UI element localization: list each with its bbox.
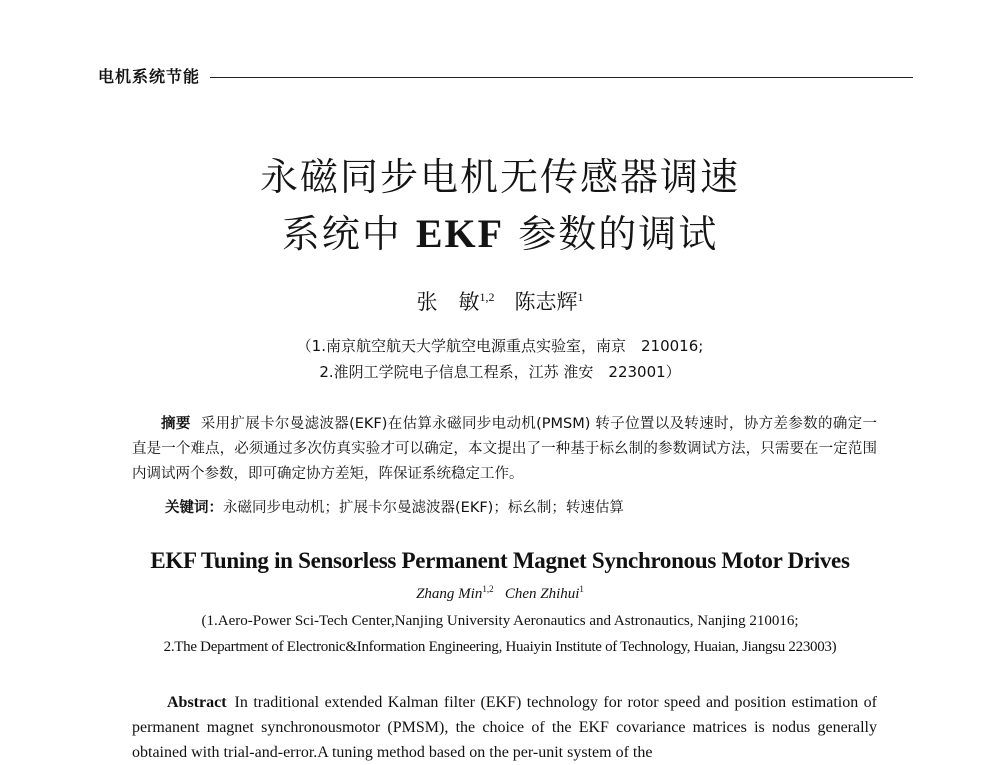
title-cn-ekf: EKF [415,211,505,256]
title-cn-line2-post: 参数的调试 [504,212,719,256]
title-cn-line2-pre: 系统中 [281,212,416,256]
affiliation-cn-1: （1.南京航空航天大学航空电源重点实验室，南京 210016; [296,337,704,355]
title-cn-line2 [0,210,1000,258]
keywords-cn-text: 永磁同步电动机；扩展卡尔曼滤波器(EKF)；标幺制；转速估算 [223,500,624,516]
authors-cn [0,286,1000,316]
author-en-2: Chen Zhihui [504,586,580,602]
author-en-1: Zhang Min [416,586,483,602]
abstract-cn-text: 采用扩展卡尔曼滤波器(EKF)在估算永磁同步电动机(PMSM) 转子位置以及转速时，协方差参数的确定一直是一个难点，必须通过多次仿真实验才可以确定，本文提出了一种基于标幺制的参数调试方法，只需要在一定范围内调试两个参数，即可确定协方差矩，阵保证系统稳定工作。 [132,416,878,482]
author-cn-1: 张 敏 [416,290,480,314]
section-label: 电机系统节能 [98,66,201,86]
affiliation-en-1: (1.Aero-Power Sci-Tech Center,Nanjing University Aeronautics and Astronautics, Nanjing 210016; [201,613,799,629]
abstract-en-text: In traditional extended Kalman filter (EKF) technology for rotor speed and position estimation of permanent magnet synchronousmotor (PMSM), the choice of the EKF covariance matrices is nodus generally obtained with trial-and-error.A tuning method based on the per-unit system of the [132,694,877,761]
affiliation-cn-2: 2.淮阴工学院电子信息工程系，江苏 淮安 223001） [319,363,681,381]
title-en: EKF Tuning in Sensorless Permanent Magnet Synchronous Motor Drives [150,548,850,573]
keywords-cn-label: 关键词： [165,500,223,516]
abstract-cn [132,412,877,487]
author-cn-2: 陈志辉 [514,290,578,314]
abstract-en-label: Abstract [167,694,227,711]
abstract-cn-label: 摘要 [161,416,191,432]
author-cn-1-sup: 1,2 [479,290,495,304]
author-en-2-sup: 1 [579,584,584,594]
title-cn-line1: 永磁同步电机无传感器调速 [259,155,740,199]
abstract-en [132,690,877,765]
keywords-cn [165,497,877,519]
author-cn-2-sup: 1 [577,290,584,304]
affiliation-en-2: 2.The Department of Electronic&Information Engineering, Huaiyin Institute of Technology, Huaian, Jiangsu 223003) [163,639,837,655]
authors-en [0,584,1000,603]
header-rule [210,77,913,78]
page-header [98,62,913,88]
author-en-1-sup: 1,2 [482,584,494,594]
